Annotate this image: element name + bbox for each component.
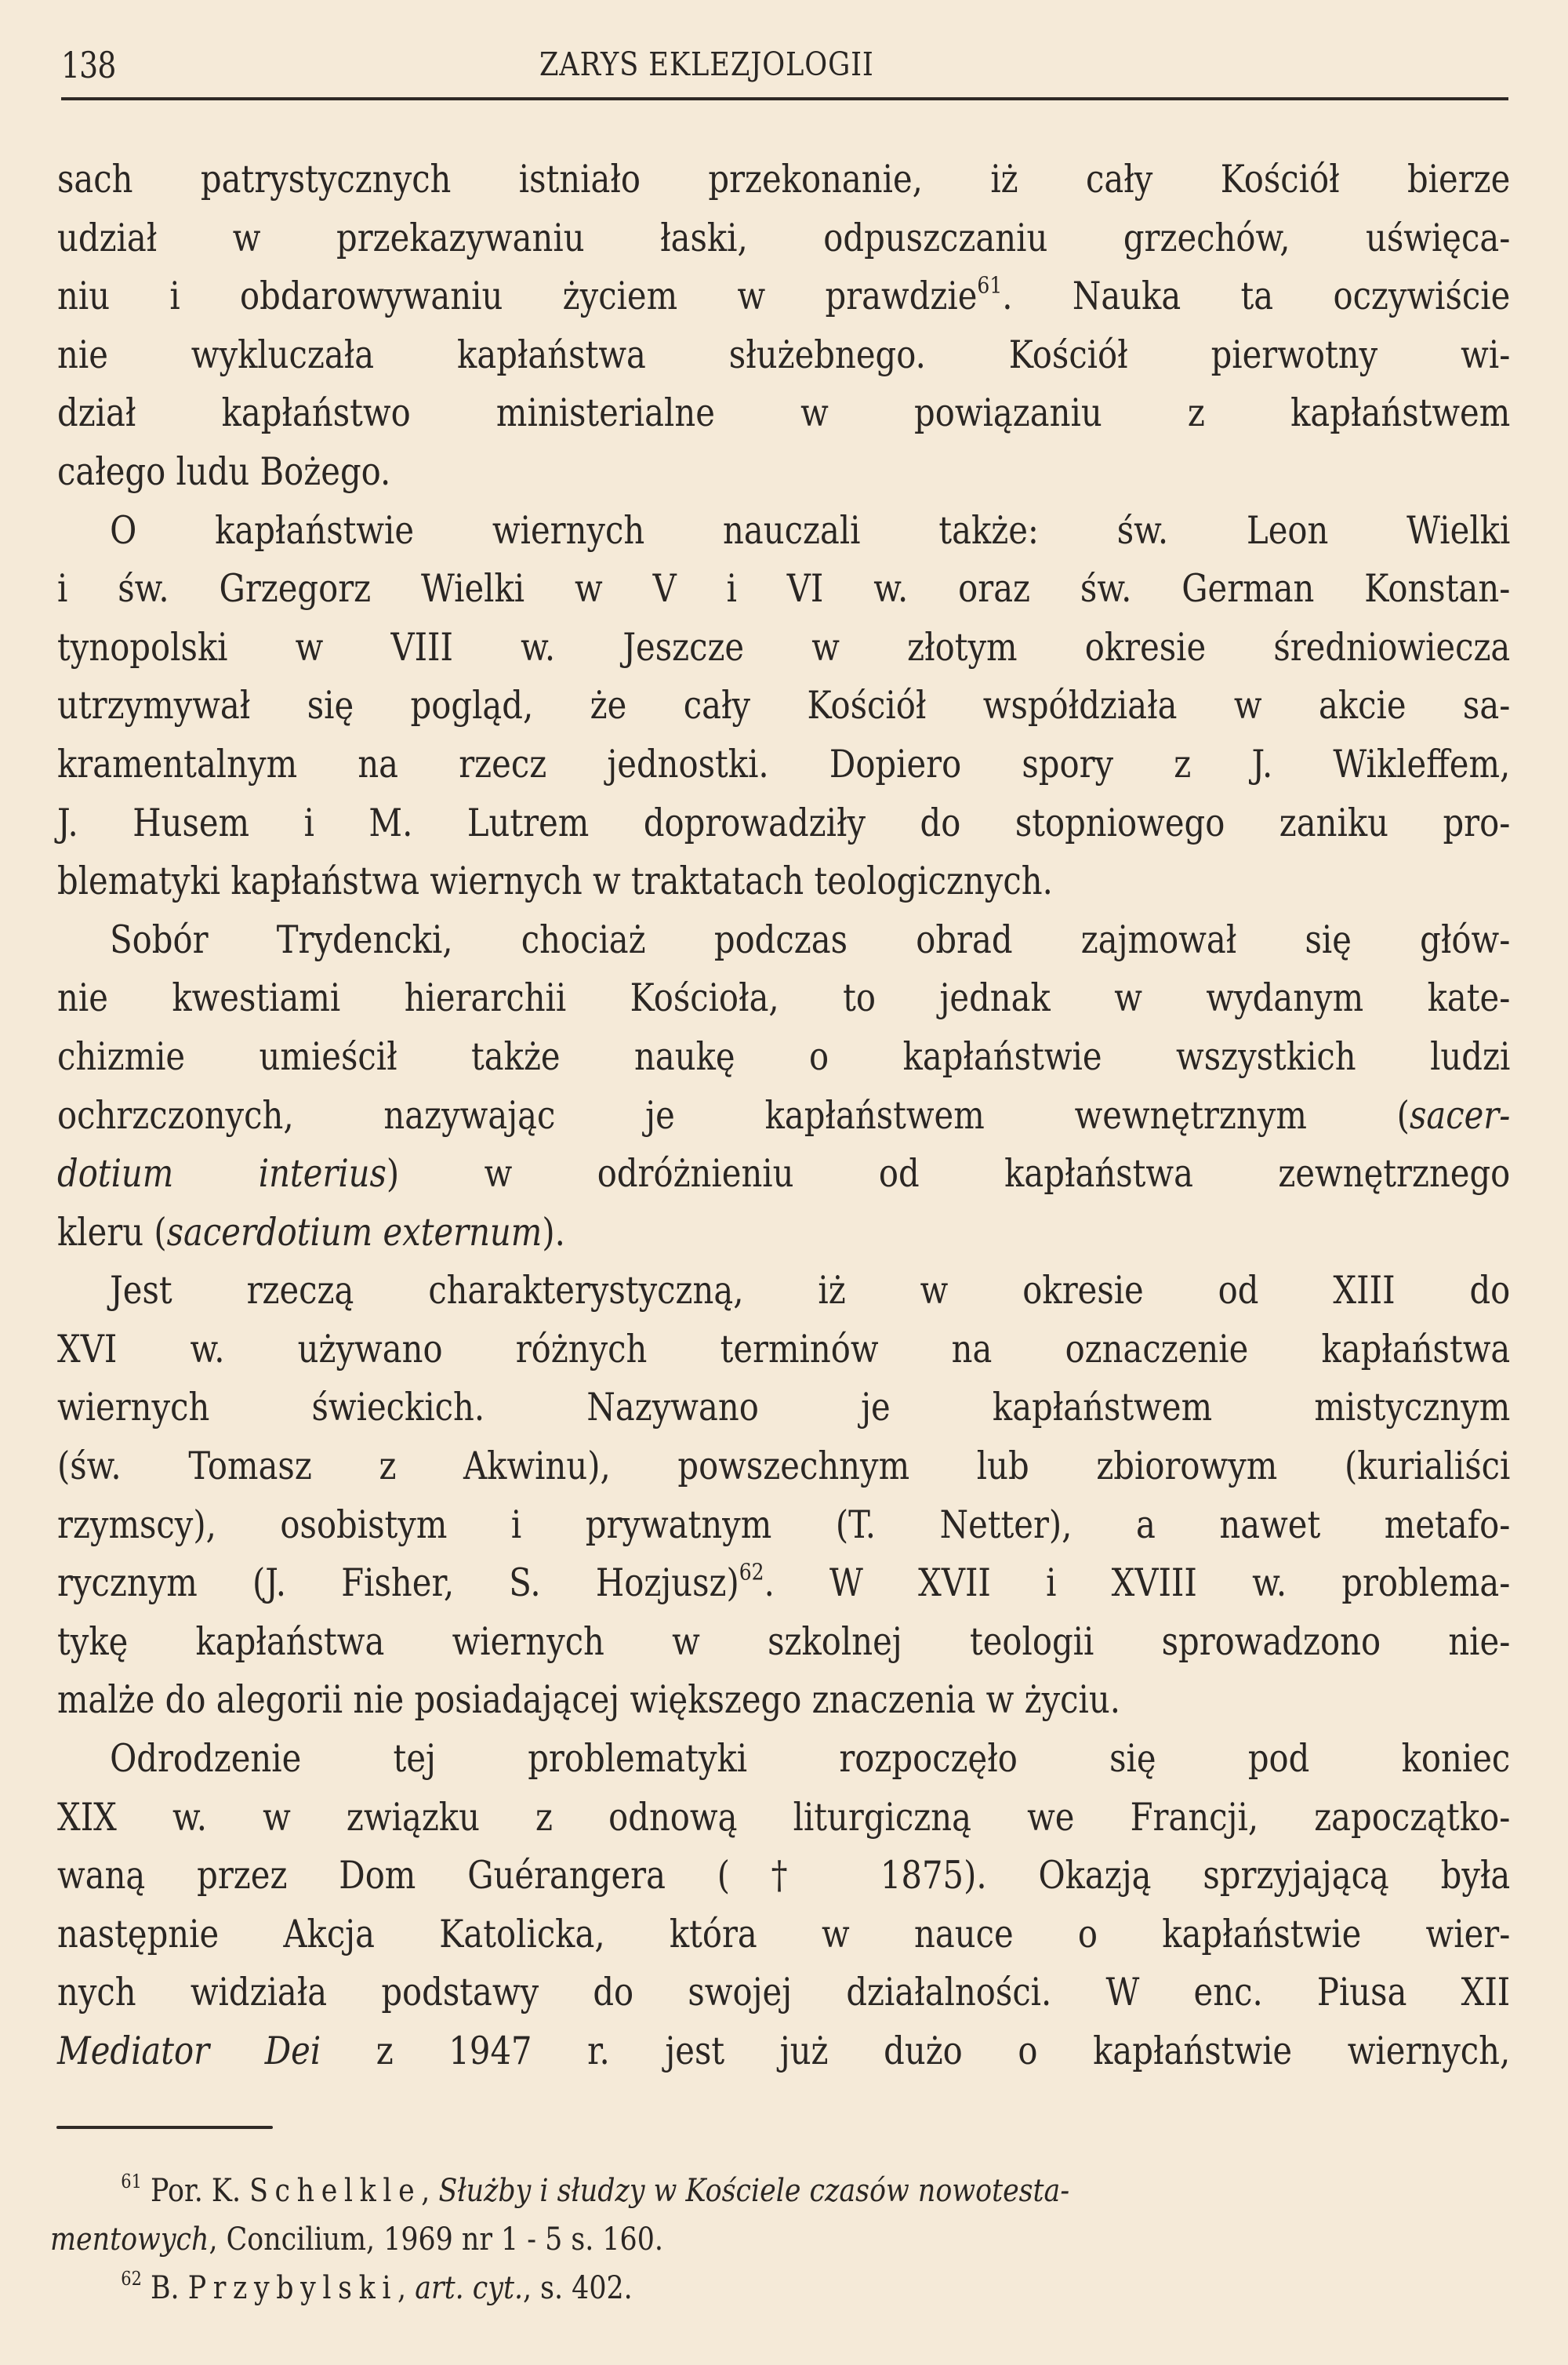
footnote-title-cont: mentowych bbox=[50, 2220, 209, 2258]
line-text: XVI w. używano różnych terminów na oznaczenie kapłaństwa bbox=[57, 1327, 1511, 1371]
footnote-source: , Concilium, 1969 nr 1 - 5 s. 160. bbox=[209, 2220, 663, 2258]
footnote-author: Schelkle bbox=[249, 2171, 422, 2209]
footnote-number: 62 bbox=[121, 2267, 142, 2290]
line-text: . W XVII i XVIII w. problema- bbox=[764, 1561, 1511, 1606]
line-text: udział w przekazywaniu łaski, odpuszczaniu grzechów, uświęca- bbox=[57, 216, 1511, 260]
line-text: z 1947 r. jest już dużo o kapłaństwie wiernych, bbox=[321, 2029, 1511, 2073]
line-text: nie kwestiami hierarchii Kościoła, to jednak w wydanym kate- bbox=[57, 976, 1511, 1021]
line-text: nie wykluczała kapłaństwa służebnego. Kościół pierwotny wi- bbox=[57, 332, 1511, 377]
footnote-author: Przybylski bbox=[187, 2269, 398, 2306]
line-text: kramentalnym na rzecz jednostki. Dopiero spory z J. Wikleffem, bbox=[57, 742, 1511, 787]
text-line bbox=[57, 852, 1510, 911]
line-text: ). bbox=[542, 1210, 565, 1255]
line-text: tykę kapłaństwa wiernych w szkolnej teologii sprowadzono nie- bbox=[57, 1619, 1511, 1664]
line-text: i św. Grzegorz Wielki w V i VI w. oraz św. German Konstan- bbox=[57, 567, 1511, 612]
line-text: chizmie umieścił także naukę o kapłaństwie wszystkich ludzi bbox=[57, 1034, 1511, 1079]
line-text: Jest rzeczą charakterystyczną, iż w okresie od XIII do bbox=[110, 1269, 1511, 1313]
header-rule bbox=[61, 97, 1508, 100]
text-line bbox=[57, 2022, 1510, 2081]
line-text: XIX w. w związku z odnową liturgiczną we Francji, zapoczątko- bbox=[57, 1795, 1511, 1840]
line-text: utrzymywał się pogląd, że cały Kościół współdziała w akcie sa- bbox=[57, 684, 1511, 728]
text-line bbox=[57, 1087, 1510, 1146]
line-text: wiernych świeckich. Nazywano je kapłaństwem mistycznym bbox=[57, 1386, 1511, 1430]
text-line bbox=[57, 619, 1510, 678]
text-line bbox=[57, 209, 1510, 268]
text-line bbox=[57, 736, 1510, 794]
body-text bbox=[57, 151, 1511, 2081]
line-text: waną przez Dom Guérangera († 1875). Okazją sprzyjającą była bbox=[57, 1854, 1511, 1898]
text-line bbox=[57, 1496, 1510, 1555]
footnote-title: art. cyt. bbox=[415, 2269, 524, 2306]
text-line bbox=[57, 1204, 1510, 1262]
footnote-ref: 62 bbox=[739, 1558, 764, 1586]
text-line bbox=[57, 326, 1510, 385]
text-line bbox=[57, 969, 1510, 1028]
line-text: kleru ( bbox=[57, 1210, 167, 1255]
text-line bbox=[57, 443, 1510, 502]
line-text: Sobór Trydencki, chociaż podczas obrad zajmował się głów- bbox=[110, 917, 1511, 962]
text-line bbox=[57, 677, 1510, 736]
text-line bbox=[57, 1613, 1510, 1672]
line-text: całego ludu Bożego. bbox=[57, 449, 391, 494]
line-text: malże do alegorii nie posiadającej większego znaczenia w życiu. bbox=[57, 1678, 1121, 1723]
line-text: O kapłaństwie wiernych nauczali także: św. Leon Wielki bbox=[110, 508, 1511, 553]
running-head bbox=[61, 44, 1508, 91]
line-text: nych widziała podstawy do swojej działalności. W enc. Piusa XII bbox=[57, 1971, 1511, 2015]
footnotes bbox=[50, 2166, 1516, 2312]
footnote-title: Służby i słudzy w Kościele czasów nowotesta- bbox=[438, 2171, 1070, 2209]
line-text: blematyki kapłaństwa wiernych w traktatach teologicznych. bbox=[57, 859, 1053, 904]
footnote-61-continued bbox=[50, 2214, 1534, 2263]
italic-term: dotium interius bbox=[57, 1152, 387, 1197]
line-text: ) w odróżnieniu od kapłaństwa zewnętrznego bbox=[386, 1152, 1511, 1197]
line-text: ochrzczonych, nazywając je kapłaństwem wewnętrznym ( bbox=[57, 1093, 1410, 1138]
text-line bbox=[57, 384, 1510, 443]
line-text: dział kapłaństwo ministerialne w powiązaniu z kapłaństwem bbox=[57, 391, 1511, 436]
text-line bbox=[57, 1379, 1510, 1437]
footnote-prefix: Por. K. bbox=[150, 2171, 250, 2209]
italic-term: sacer- bbox=[1409, 1093, 1511, 1138]
line-text: . Nauka ta oczywiście bbox=[1002, 274, 1511, 319]
text-line bbox=[57, 151, 1510, 209]
footnote-number: 61 bbox=[121, 2170, 142, 2192]
footnote-separator bbox=[56, 2126, 273, 2129]
text-line bbox=[57, 1262, 1510, 1321]
italic-term: Mediator Dei bbox=[57, 2029, 321, 2073]
italic-term: sacerdotium externum bbox=[166, 1210, 543, 1255]
text-line bbox=[57, 1321, 1510, 1379]
text-line bbox=[57, 1905, 1510, 1964]
text-line bbox=[57, 1789, 1510, 1847]
line-text: (św. Tomasz z Akwinu), powszechnym lub zbiorowym (kurialiści bbox=[57, 1444, 1511, 1489]
text-line bbox=[57, 1671, 1510, 1730]
text-line bbox=[57, 1730, 1510, 1789]
footnote-61: $^{61}$ Por. K. Schelkle, Służby i słudzy w Kościele czasów nowotesta- bbox=[121, 2170, 1070, 2209]
line-text: J. Husem i M. Lutrem doprowadziły do stopniowego zaniku pro- bbox=[57, 801, 1511, 845]
line-text: Odrodzenie tej problematyki rozpoczęło się pod koniec bbox=[110, 1737, 1511, 1782]
line-text: rycznym (J. Fisher, S. Hozjusz) bbox=[57, 1561, 739, 1606]
line-text: sach patrystycznych istniało przekonanie, iż cały Kościół bierze bbox=[57, 158, 1511, 202]
footnote-62: $^{62}$ B. Przybylski, art. cyt., s. 402. bbox=[121, 2267, 633, 2306]
footnote-ref: 61 bbox=[977, 271, 1003, 299]
running-title: ZARYS EKLEZJOLOGII bbox=[539, 45, 874, 83]
line-text: niu i obdarowywaniu życiem w prawdzie bbox=[57, 274, 978, 319]
line-text: tynopolski w VIII w. Jeszcze w złotym okresie średniowiecza bbox=[57, 625, 1511, 670]
footnote-source: , s. 402. bbox=[523, 2269, 633, 2306]
text-line bbox=[57, 1847, 1510, 1905]
text-line bbox=[57, 560, 1510, 619]
text-line bbox=[57, 502, 1510, 561]
footnote-prefix: B. bbox=[150, 2269, 188, 2306]
text-line bbox=[57, 1028, 1510, 1087]
text-line bbox=[57, 1437, 1510, 1496]
text-line bbox=[57, 911, 1510, 970]
text-line bbox=[57, 1145, 1510, 1204]
line-text: rzymscy), osobistym i prywatnym (T. Netter), a nawet metafo- bbox=[57, 1502, 1511, 1547]
text-line bbox=[57, 1964, 1510, 2022]
line-text: następnie Akcja Katolicka, która w nauce o kapłaństwie wier- bbox=[57, 1912, 1511, 1956]
text-line bbox=[57, 1554, 1510, 1613]
text-line bbox=[57, 267, 1510, 326]
text-line bbox=[57, 794, 1510, 853]
page-number: 138 bbox=[61, 44, 116, 86]
